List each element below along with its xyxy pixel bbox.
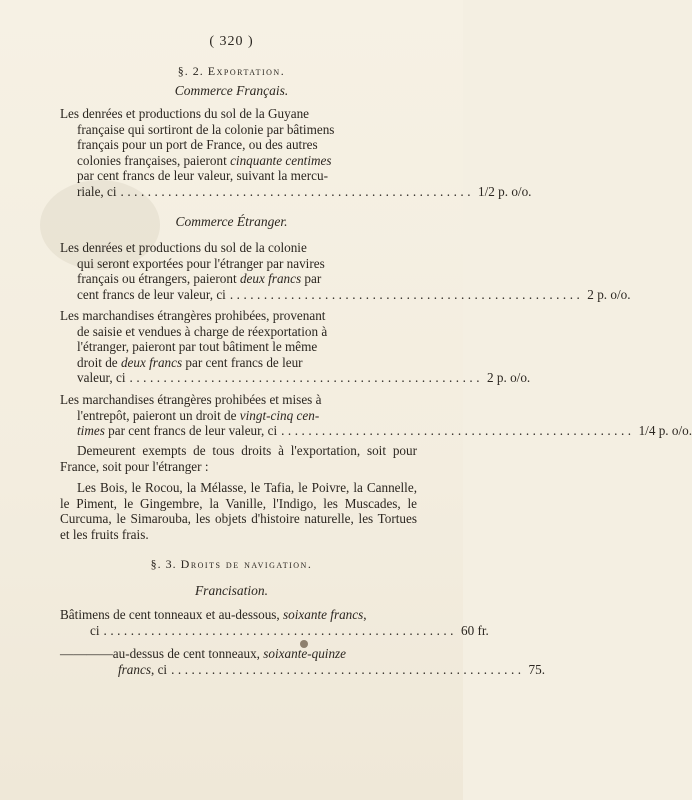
subheading-commerce-etranger: Commerce Étranger.	[175, 214, 288, 229]
section-3-title: Droits de navigation.	[180, 557, 313, 571]
text-run: ,	[363, 607, 367, 622]
paragraph-french-export	[60, 106, 532, 199]
text-line: par cent francs de leur valeur, suivant la mercu-	[77, 168, 329, 183]
italic-run: soixante francs	[283, 607, 364, 622]
subheading-commerce-francais: Commerce Français.	[174, 83, 289, 98]
section-2-heading	[0, 64, 463, 79]
text-line: Les denrées et productions du sol de la colonie	[60, 240, 307, 255]
text-line: de saisie et vendues à charge de réexportation à	[77, 323, 328, 339]
text-line	[60, 646, 412, 662]
text-run: , ci	[150, 661, 168, 677]
paragraph-foreign-export	[60, 240, 631, 302]
text-line: Les marchandises étrangères prohibées, provenant	[60, 308, 326, 323]
section-3-mark: §. 3.	[150, 557, 177, 571]
text-line	[60, 153, 412, 169]
rate-amount: 1/2 p. o/o.	[477, 183, 532, 199]
rate-line	[60, 622, 489, 639]
section-3-heading	[0, 557, 463, 572]
dot-leader: ....................................................	[281, 423, 635, 438]
text-run: colonies françaises, paieront	[77, 152, 231, 168]
rate-amount: 75.	[528, 661, 546, 677]
rate-label: riale, ci	[77, 183, 117, 199]
text-run: français ou étrangers, paieront	[77, 271, 240, 286]
text-line	[60, 408, 412, 424]
text-line: français pour un port de France, ou des autres	[77, 137, 318, 152]
section-2-title: Exportation.	[207, 64, 286, 78]
dot-leader: ....................................................	[129, 370, 483, 385]
rate-label: ci	[90, 622, 100, 638]
text-line: française qui sortiront de la colonie par bâtimens	[77, 121, 335, 137]
italic-run: francs	[118, 661, 151, 677]
text-run: par cent francs de leur valeur, ci	[104, 423, 278, 438]
subheading-francisation: Francisation.	[194, 583, 269, 598]
paragraph-entrepot	[60, 392, 692, 439]
dash-rule: ————	[60, 646, 113, 661]
italic-run: times	[77, 423, 105, 438]
rate-line	[60, 661, 546, 678]
tonnage-rate-large	[60, 646, 546, 677]
dot-leader: ....................................................	[171, 661, 525, 677]
text-line	[60, 355, 412, 371]
text-line: Les denrées et productions du sol de la Guyane	[60, 106, 310, 121]
rate-line	[60, 370, 531, 386]
text-line: l'étranger, paieront par tout bâtiment le même	[77, 339, 318, 354]
tonnage-rate-small	[60, 607, 489, 638]
dot-leader: ....................................................	[120, 183, 474, 199]
section-2-mark: §. 2.	[177, 64, 204, 78]
dot-leader: ....................................................	[103, 622, 457, 638]
italic-run: cinquante centimes	[230, 152, 332, 168]
rate-line	[60, 286, 631, 303]
rate-label: valeur, ci	[77, 370, 126, 385]
rate-line	[60, 423, 692, 439]
italic-run: deux francs	[239, 271, 302, 286]
rate-line	[60, 183, 532, 200]
text-run: droit de	[77, 354, 121, 370]
rate-amount: 1/4 p. o/o.	[638, 423, 692, 438]
rate-amount: 2 p. o/o.	[587, 286, 631, 302]
rate-amount: 60 fr.	[460, 622, 489, 638]
paragraph-prohibited-reexport	[60, 308, 531, 386]
page-number: ( 320 )	[209, 34, 254, 49]
text-run: par	[301, 271, 322, 286]
rate-label	[77, 423, 277, 439]
italic-run: soixante-quinze	[263, 646, 347, 661]
exemption-intro: Demeurent exempts de tous droits à l'exportation, soit pour France, soit pour l'étranger :	[60, 443, 417, 474]
text-run: par cent francs de leur	[182, 354, 303, 370]
text-run: l'entrepôt, paieront un droit de	[77, 407, 240, 423]
italic-run: vingt-cinq cen-	[239, 407, 320, 423]
text-line	[60, 271, 412, 287]
rate-label	[118, 662, 167, 678]
text-run: Bâtimens de cent tonneaux et au-dessous,	[60, 607, 284, 622]
text-line	[60, 607, 412, 623]
dot-leader: ....................................................	[229, 286, 584, 302]
exemption-list: Les Bois, le Rocou, la Mélasse, le Tafia, le Poivre, la Cannelle, le Piment, le Gingembre, la Vanille, l'Indigo, les Muscades, le Curcuma, le Simarouba, les objets d'histoire naturelle, les Tortues et les fruits frais.	[60, 480, 417, 542]
text-run: au-dessus de cent tonneaux,	[112, 646, 264, 661]
text-line: Les marchandises étrangères prohibées et mises à	[60, 392, 322, 407]
italic-run: deux francs	[120, 354, 183, 370]
rate-amount: 2 p. o/o.	[486, 370, 531, 385]
rate-label: cent francs de leur valeur, ci	[77, 286, 226, 302]
text-line: qui seront exportées pour l'étranger par navires	[77, 255, 325, 271]
